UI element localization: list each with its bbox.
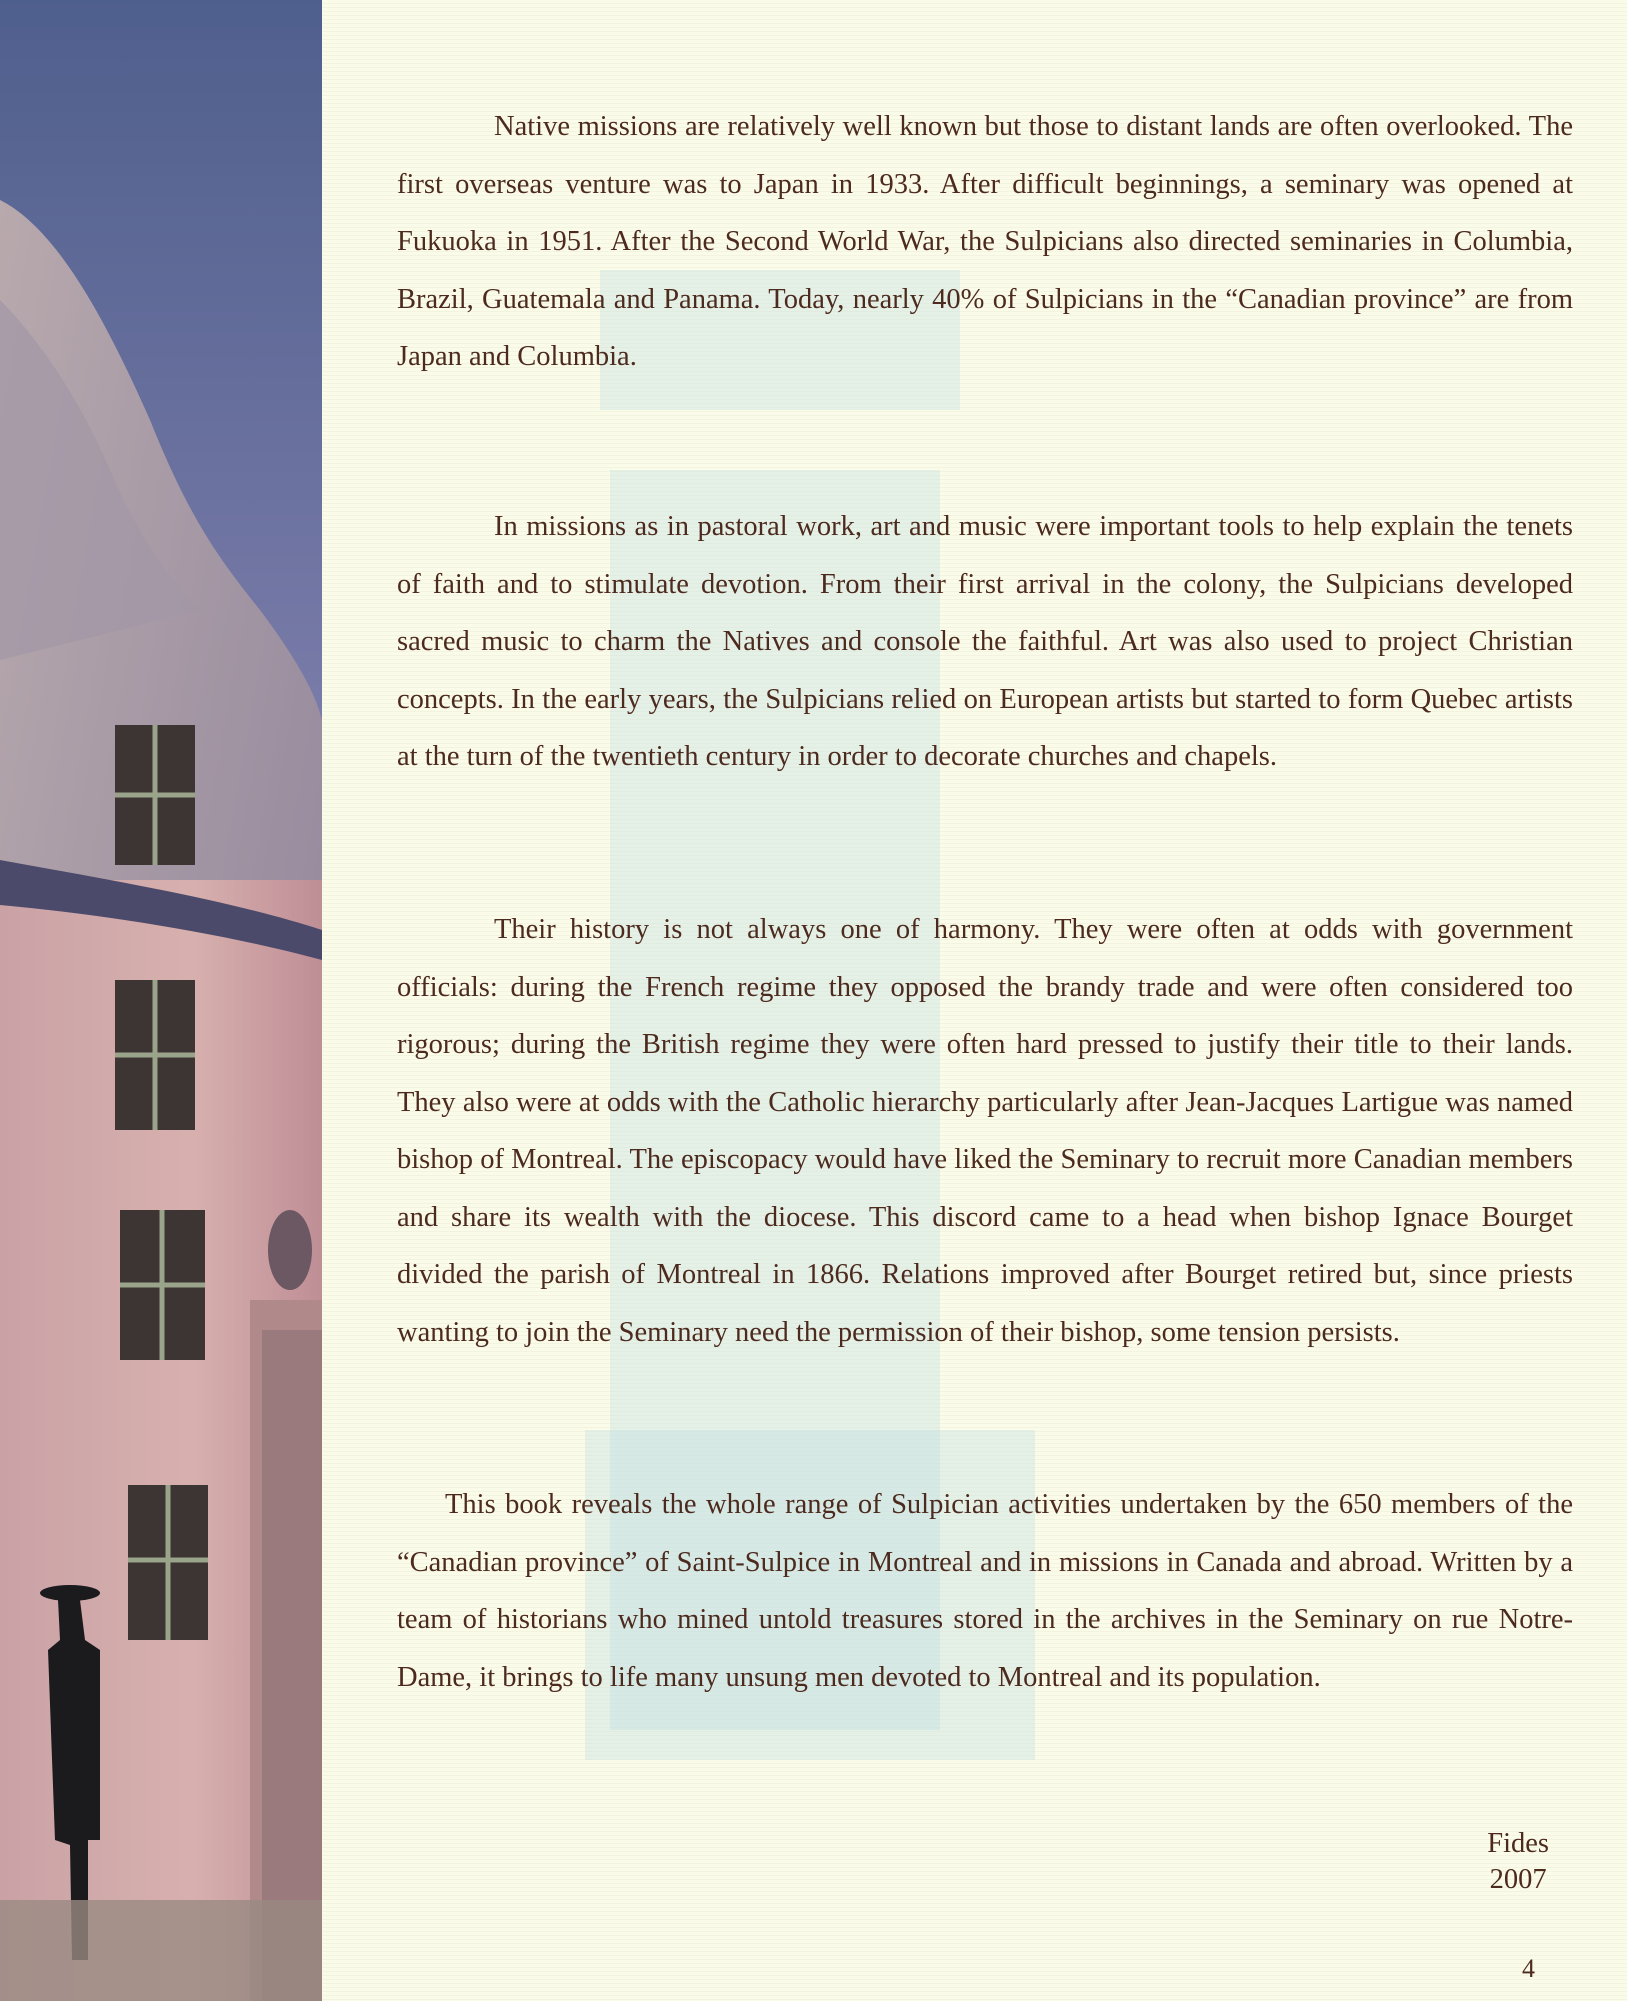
seminary-painting: [0, 0, 322, 2001]
paragraph-history: Their history is not always one of harmony. They were often at odds with government officials: during the French regime they opposed the brandy trade and were often considered too rigorous; during the British regime they were often hard pressed to justify their title to their lands. They also were at odds with the Catholic hierarchy particularly after Jean-Jacques Lartigue was named bishop of Montreal. The episcopacy would have liked the Seminary to recruit more Canadian members and share its wealth with the diocese. This discord came to a head when bishop Ignace Bourget divided the parish of Montreal in 1866. Relations improved after Bourget retired but, since priests wanting to join the Seminary need the permission of their bishop, some tension persists.: [397, 914, 1573, 1348]
publisher-name: Fides: [1487, 1828, 1549, 1859]
publication-year: 2007: [1489, 1864, 1547, 1895]
page-number: 4: [1522, 1954, 1535, 1983]
paragraph-missions: Native missions are relatively well known but those to distant lands are often overlooked. The first overseas venture was to Japan in 1933. After difficult beginnings, a seminary was opened at Fukuoka in 1951. After the Second World War, the Sulpicians also directed seminaries in Columbia, Brazil, Guatemala and Panama. Today, nearly 40% of Sulpicians in the “Canadian province” are from Japan and Columbia.: [397, 111, 1573, 372]
publisher-signoff: [1487, 1826, 1549, 1898]
cover-painting-strip: [0, 0, 322, 2001]
paragraph-art-music: In missions as in pastoral work, art and music were important tools to help explain the tenets of faith and to stimulate devotion. From their first arrival in the colony, the Sulpicians developed sacred music to charm the Natives and console the faithful. Art was also used to project Christian concepts. In the early years, the Sulpicians relied on European artists but started to form Quebec artists at the turn of the twentieth century in order to decorate churches and chapels.: [397, 511, 1573, 772]
paragraph-book: This book reveals the whole range of Sulpician activities undertaken by the 650 members of the “Canadian province” of Saint-Sulpice in Montreal and in missions in Canada and abroad. Written by a team of historians who mined untold treasures stored in the archives in the Seminary on rue Notre-Dame, it brings to life many unsung men devoted to Montreal and its population.: [397, 1489, 1573, 1693]
